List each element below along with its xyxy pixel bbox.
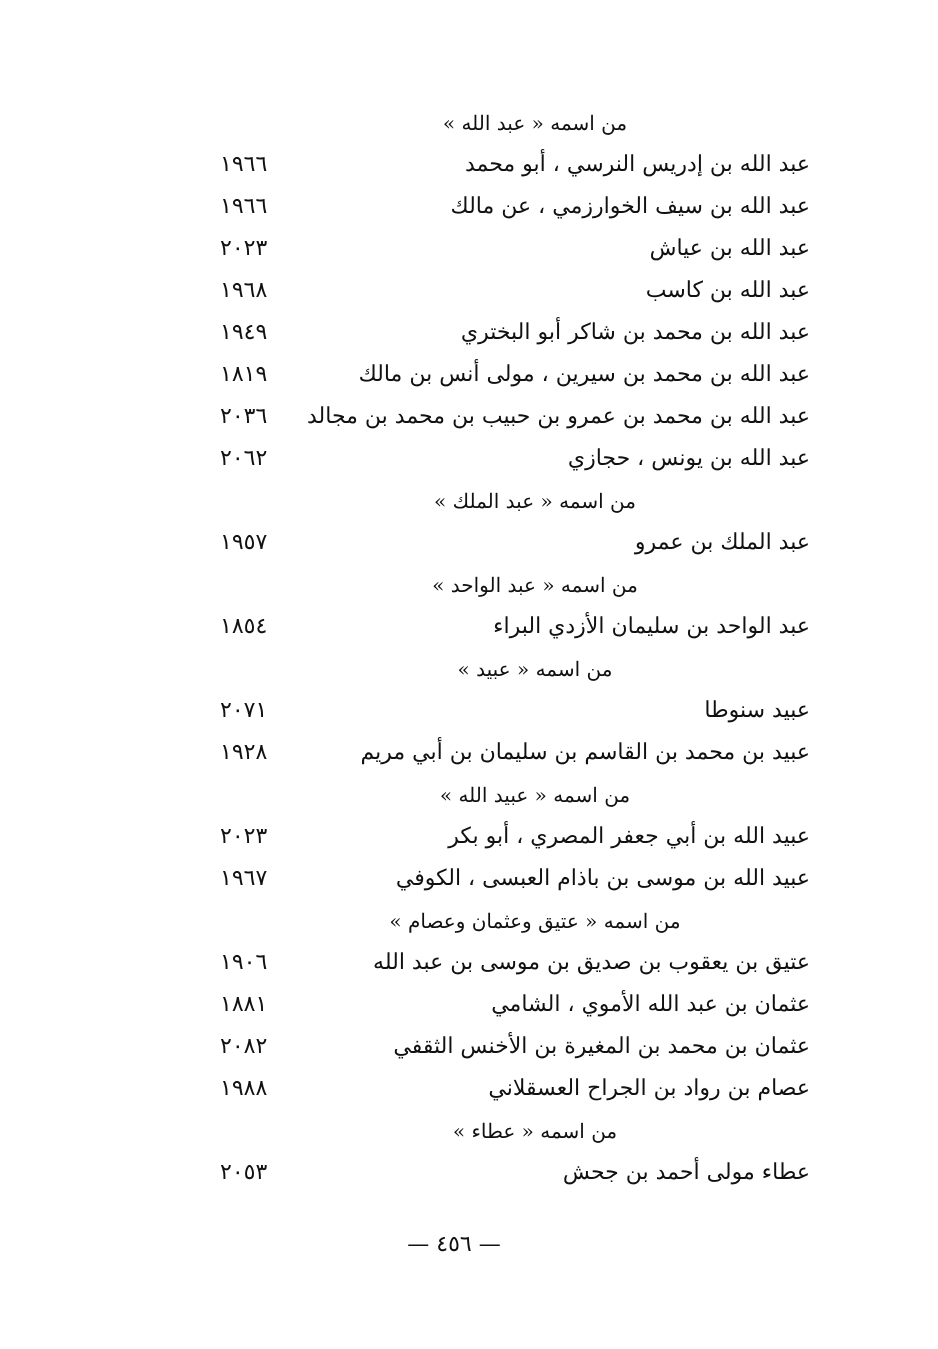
entry-name: عبد الله بن كاسب	[645, 278, 810, 303]
entry-number: ٢٠٧١	[220, 698, 268, 723]
entry-name: عثمان بن محمد بن المغيرة بن الأخنس الثقفي	[393, 1034, 810, 1059]
entry-name: عتيق بن يعقوب بن صديق بن موسى بن عبد الله	[373, 950, 810, 975]
entry-name: عبد الله بن عياش	[649, 236, 810, 261]
section-heading: من اسمه « عطاء »	[452, 1119, 618, 1143]
section-heading: من اسمه « عبد الله »	[442, 111, 628, 135]
entry-name: عطاء مولى أحمد بن جحش	[562, 1160, 810, 1185]
entry-name: عبيد الله بن أبي جعفر المصري ، أبو بكر	[448, 824, 810, 849]
section-heading: من اسمه « عبد الواحد »	[432, 573, 638, 597]
entry-number: ٢٠٢٣	[220, 824, 268, 849]
entry-number: ١٩٦٧	[220, 866, 268, 891]
entry-name: عبد الله بن يونس ، حجازي	[567, 446, 810, 471]
section-heading: من اسمه « عبيد الله »	[439, 783, 631, 807]
index-entry	[220, 1026, 810, 1068]
index-entry	[220, 522, 810, 564]
entry-number: ١٩٠٦	[220, 950, 268, 975]
entry-number: ١٩٦٨	[220, 278, 268, 303]
entry-number: ١٨١٩	[220, 362, 268, 387]
entry-name: عصام بن رواد بن الجراح العسقلاني	[488, 1076, 810, 1101]
entry-number: ٢٠٨٢	[220, 1034, 268, 1059]
entry-name: عبد الله بن محمد بن شاكر أبو البختري	[460, 320, 810, 345]
section-heading: من اسمه « عبيد »	[457, 657, 613, 681]
entry-name: عبيد سنوطا	[704, 698, 810, 723]
section-heading: من اسمه « عتيق وعثمان وعصام »	[389, 909, 681, 933]
index-entry	[220, 984, 810, 1026]
index-entry	[220, 396, 810, 438]
index-entry	[220, 144, 810, 186]
entry-number: ١٩٢٨	[220, 740, 268, 765]
entry-name: عبيد بن محمد بن القاسم بن سليمان بن أبي مريم	[360, 740, 810, 765]
index-entry	[220, 186, 810, 228]
index-entry	[220, 606, 810, 648]
entry-name: عبد الله بن محمد بن سيرين ، مولى أنس بن مالك	[358, 362, 810, 387]
index-entry	[220, 228, 810, 270]
section-heading: من اسمه « عبد الملك »	[434, 489, 636, 513]
entry-number: ١٩٨٨	[220, 1076, 268, 1101]
entry-name: عبد الواحد بن سليمان الأزدي البراء	[493, 614, 810, 639]
index-entry	[220, 1068, 810, 1110]
index-entry	[220, 816, 810, 858]
entry-number: ١٨٥٤	[220, 614, 268, 639]
entry-name: عبد الملك بن عمرو	[634, 530, 810, 555]
entry-number: ١٨٨١	[220, 992, 268, 1017]
index-entry	[220, 732, 810, 774]
entry-number: ١٩٥٧	[220, 530, 268, 555]
entry-number: ١٩٦٦	[220, 194, 268, 219]
index-entry	[220, 270, 810, 312]
entry-name: عثمان بن عبد الله الأموي ، الشامي	[491, 992, 810, 1017]
entry-number: ٢٠٦٢	[220, 446, 268, 471]
entry-number: ٢٠٢٣	[220, 236, 268, 261]
entry-number: ١٩٦٦	[220, 152, 268, 177]
index-entry	[220, 354, 810, 396]
entry-number: ٢٠٥٣	[220, 1160, 268, 1185]
index-entry	[220, 690, 810, 732]
entry-name: عبد الله بن سيف الخوارزمي ، عن مالك	[450, 194, 810, 219]
entry-name: عبد الله بن إدريس النرسي ، أبو محمد	[464, 152, 810, 177]
index-entry	[220, 312, 810, 354]
entry-number: ٢٠٣٦	[220, 404, 268, 429]
entry-name: عبد الله بن محمد بن عمرو بن حبيب بن محمد بن مجالد	[306, 404, 810, 429]
index-entry	[220, 942, 810, 984]
index-list	[220, 102, 810, 1194]
index-entry	[220, 858, 810, 900]
page-number: — ٤٥٦ —	[407, 1232, 501, 1257]
index-entry	[220, 1152, 810, 1194]
entry-name: عبيد الله بن موسى بن باذام العبسى ، الكوفي	[395, 866, 810, 891]
entry-number: ١٩٤٩	[220, 320, 268, 345]
index-entry	[220, 438, 810, 480]
